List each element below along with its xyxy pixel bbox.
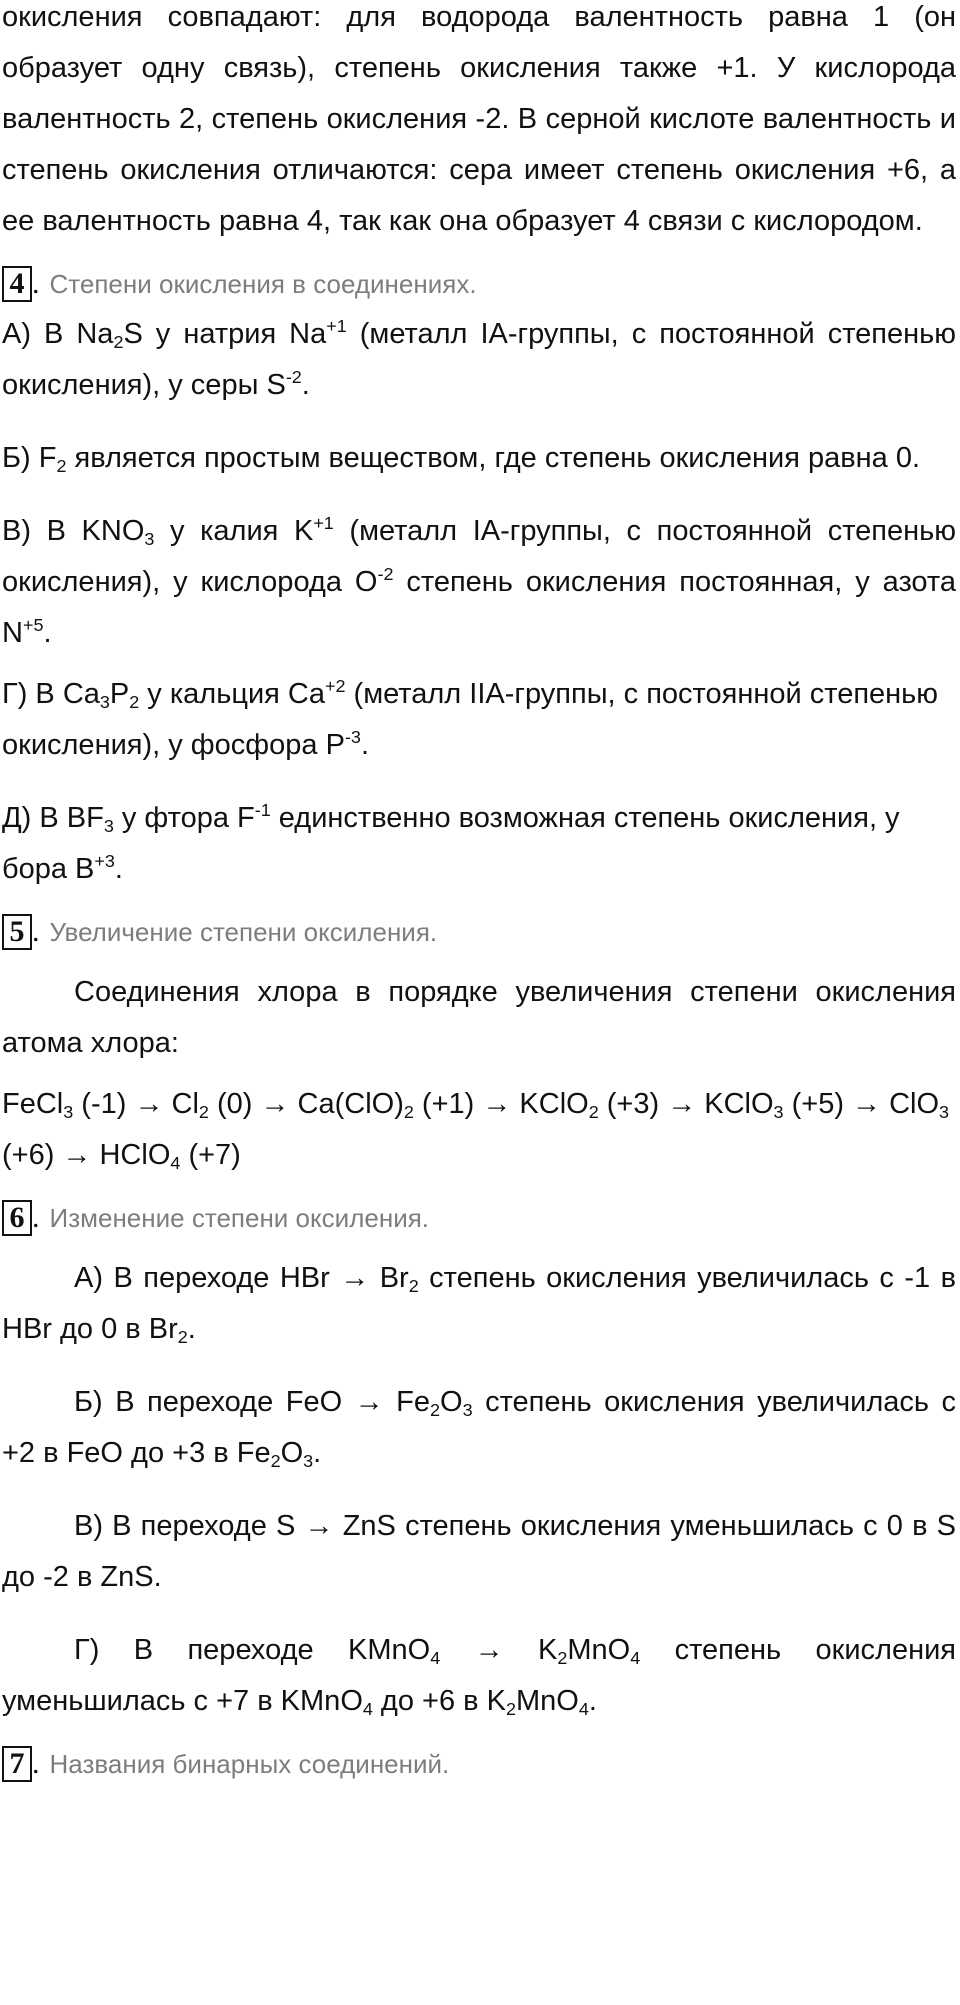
section-heading-7 xyxy=(2,1739,956,1789)
transition-b-feo: Б) В переходе FeO → $Fe_2O_3$ степень окисления увеличилась с +2 в FeO до +3 в $Fe_2O_3$. xyxy=(2,1386,956,1472)
answer-v-kno3: В) В $KNO_3$ у калия $K^{+1}$ (металл IA-группы, с постоянной степенью окисления), у кислорода $O^{-2}$ степень окисления постоянная, у азота $N^{+5}$. xyxy=(2,513,956,649)
answer-d-bf3: Д) В $BF_3$ у фтора $F^{-1}$ единственно возможная степень окисления, у бора $B^{+3}$. xyxy=(2,800,900,885)
section-number-box: 4 xyxy=(2,266,32,302)
section-number-dot: . xyxy=(32,267,40,300)
answer-b-f2: Б) $F_2$ является простым веществом, где степень окисления равна 0. xyxy=(2,442,921,477)
transition-v-zns: В) В переходе S → ZnS степень окисления уменьшилась с 0 в S до -2 в ZnS. xyxy=(2,1510,956,1593)
section-title: Названия бинарных соединений. xyxy=(49,1748,450,1779)
answer-g-ca3p2: Г) В $Ca_3P_2$ у кальция $Ca^{+2}$ (металл IIA-группы, с постоянной степенью окисления), у фосфора $P^{-3}$. xyxy=(2,676,939,761)
transition-a-hbr: А) В переходе HBr → $Br_2$ степень окисления увеличилась с -1 в HBr до 0 в $Br_2$. xyxy=(2,1262,956,1348)
section-number-dot: . xyxy=(32,915,40,948)
section-title: Степени окисления в соединениях. xyxy=(49,268,477,299)
intro-paragraph: окисления совпадают: для водорода валентность равна 1 (он образует одну связь), степень окисления также +1. У кислорода валентность 2, степень окисления -2. В серной кислоте валентность и степень окисления отличаются: сера имеет степень окисления +6, а ее валентность равна 4, так как она образует 4 связи с кислородом. xyxy=(2,1,956,237)
section-heading-4 xyxy=(2,259,956,309)
section-title: Изменение степени оксиления. xyxy=(49,1202,430,1233)
chlorine-compounds-intro: Соединения хлора в порядке увеличения степени окисления атома хлора: xyxy=(2,976,956,1059)
section-heading-5 xyxy=(2,907,956,957)
section-number-box: 7 xyxy=(2,1746,32,1782)
chlorine-oxidation-chain: FeCl$_3$ $(-1) \to Cl_2$ $(0) \to Ca(ClO)_2$ (+1) → KClO$_2$ (+3) → KClO$_3$ (+5) → ClO$_3$ (+6) → HClO$_4$ (+7) xyxy=(2,1088,950,1174)
section-number-dot: . xyxy=(32,1747,40,1780)
section-heading-6 xyxy=(2,1193,956,1243)
section-title: Увеличение степени оксиления. xyxy=(49,916,438,947)
transition-g-kmno4: Г) В переходе KMnO$_4$ → $K_2MnO_4$ степень окисления уменьшилась с +7 в KMnO$_4$ до +6 в $K_2MnO_4$. xyxy=(2,1634,956,1720)
section-number-box: 6 xyxy=(2,1200,32,1236)
answer-a-na2s: А) В $Na_2S$ у натрия $Na^{+1}$ (металл IA-группы, с постоянной степенью окисления), у серы $S^{-2}$. xyxy=(2,316,957,401)
section-number-dot: . xyxy=(32,1201,40,1234)
section-number-box: 5 xyxy=(2,914,32,950)
